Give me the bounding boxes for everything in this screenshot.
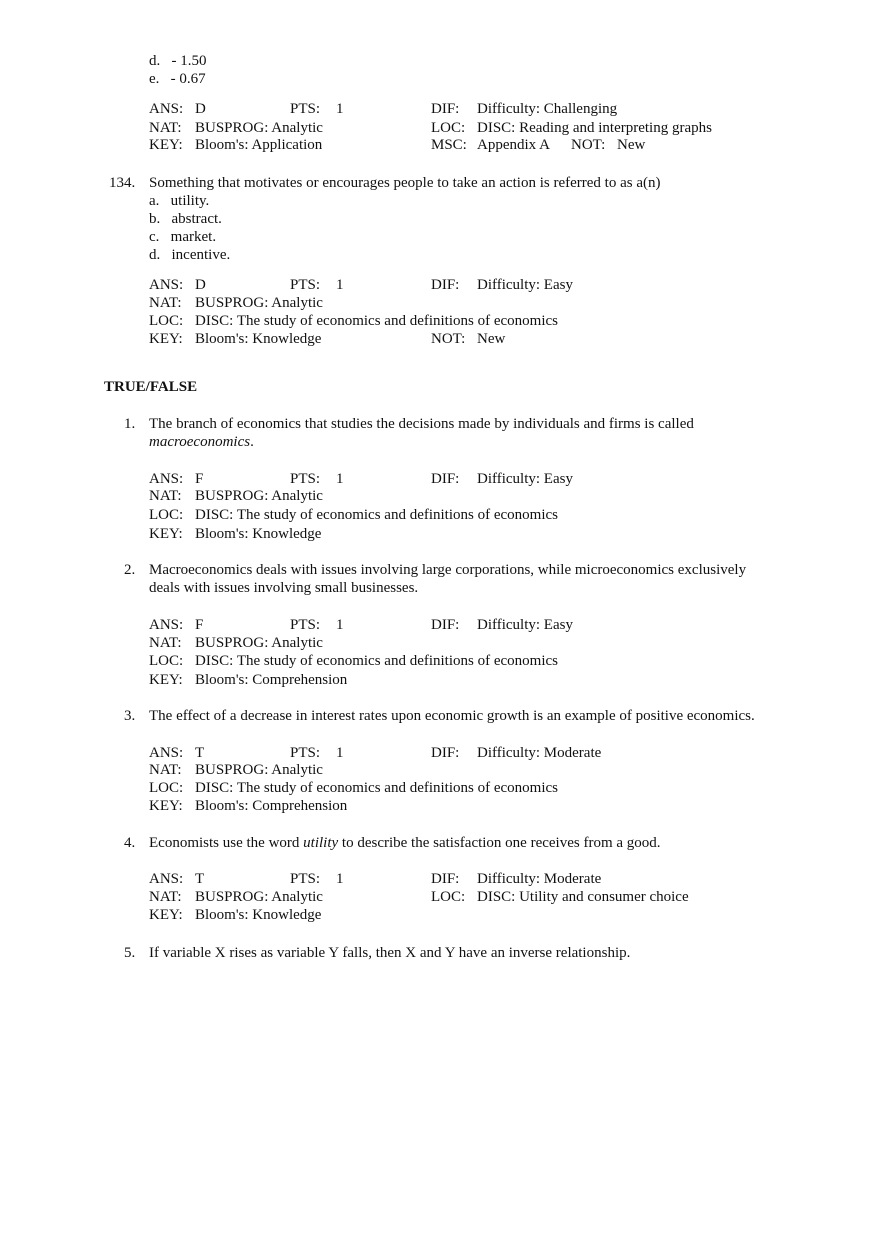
question-number: 1. — [124, 416, 136, 432]
option-a: a. utility. — [149, 193, 210, 209]
page: d. - 1.50 e. - 0.67 ANS: D PTS: 1 DIF: Difficulty: Challenging NAT: BUSPROG: Analytic LOC: DISC: Reading and interpreting graphs KEY: Bloom's: Application MSC: Appendix A NOT: New 134. Something that motivates or encourages people to take an action is referred to as a(n) a. utility. b. abstract. c. market. d. incentive. ANS: D PTS: 1 DIF: Difficulty: Easy NAT: BUSPROG: Analytic LOC: DISC: The study of economics and definitions of economics KEY: Bloom's: Knowledge NOT: New TRUE/FALSE 1. The branch of economics that studies the decisions made by individuals and firms is called macroeconomics. ANS: F PTS: 1 DIF: Difficulty: Easy NAT: BUSPROG: Analytic LOC: DISC: The study of economics and definitions of economics KEY: Bloom's: Knowledge 2. Macroeconomics deals with issues involving large corporations, while microeconomics exclusively deals with issues involving small businesses. ANS: F PTS: 1 DIF: Difficulty: Easy NAT: BUSPROG: Analytic LOC: DISC: The study of economics and definitions of economics KEY: Bloom's: Comprehension 3. The effect of a decrease in interest rates upon economic growth is an example of positive economics. ANS: T PTS: 1 DIF: Difficulty: Moderate NAT: BUSPROG: Analytic LOC: DISC: The study of economics and definitions of economics KEY: Bloom's: Comprehension 4. Economists use the word utility to describe the satisfaction one receives from a good. ANS: T PTS: 1 DIF: Difficulty: Moderate NAT: BUSPROG: Analytic LOC: DISC: Utility and consumer choice KEY: Bloom's: Knowledge 5. If variable X rises as variable Y falls, then X and Y have an inverse relationship. — [104, 53, 755, 961]
question-text-cont: deals with issues involving small businesses. — [149, 580, 419, 596]
question-text: Something that motivates or encourages people to take an action is referred to as a(n) — [149, 175, 661, 191]
question-number: 134. — [109, 175, 136, 191]
section-title: TRUE/FALSE — [104, 379, 198, 395]
option-b: b. abstract. — [149, 211, 222, 227]
question-text: The branch of economics that studies the decisions made by individuals and firms is called — [149, 416, 694, 432]
option-d: d. - 1.50 — [149, 53, 207, 69]
option-d: d. incentive. — [149, 247, 231, 263]
question-text: If variable X rises as variable Y falls, then X and Y have an inverse relationship. — [149, 945, 631, 961]
question-number: 5. — [124, 945, 136, 961]
question-text-cont: macroeconomics. — [149, 434, 254, 450]
question-number: 2. — [124, 562, 136, 578]
question-number: 3. — [124, 708, 136, 724]
question-number: 4. — [124, 835, 136, 851]
option-c: c. market. — [149, 229, 217, 245]
question-text: The effect of a decrease in interest rates upon economic growth is an example of positive economics. — [149, 708, 755, 724]
option-e: e. - 0.67 — [149, 71, 206, 87]
question-text: Economists use the word utility to describe the satisfaction one receives from a good. — [149, 835, 661, 851]
question-text: Macroeconomics deals with issues involving large corporations, while microeconomics exclusively — [149, 562, 747, 578]
